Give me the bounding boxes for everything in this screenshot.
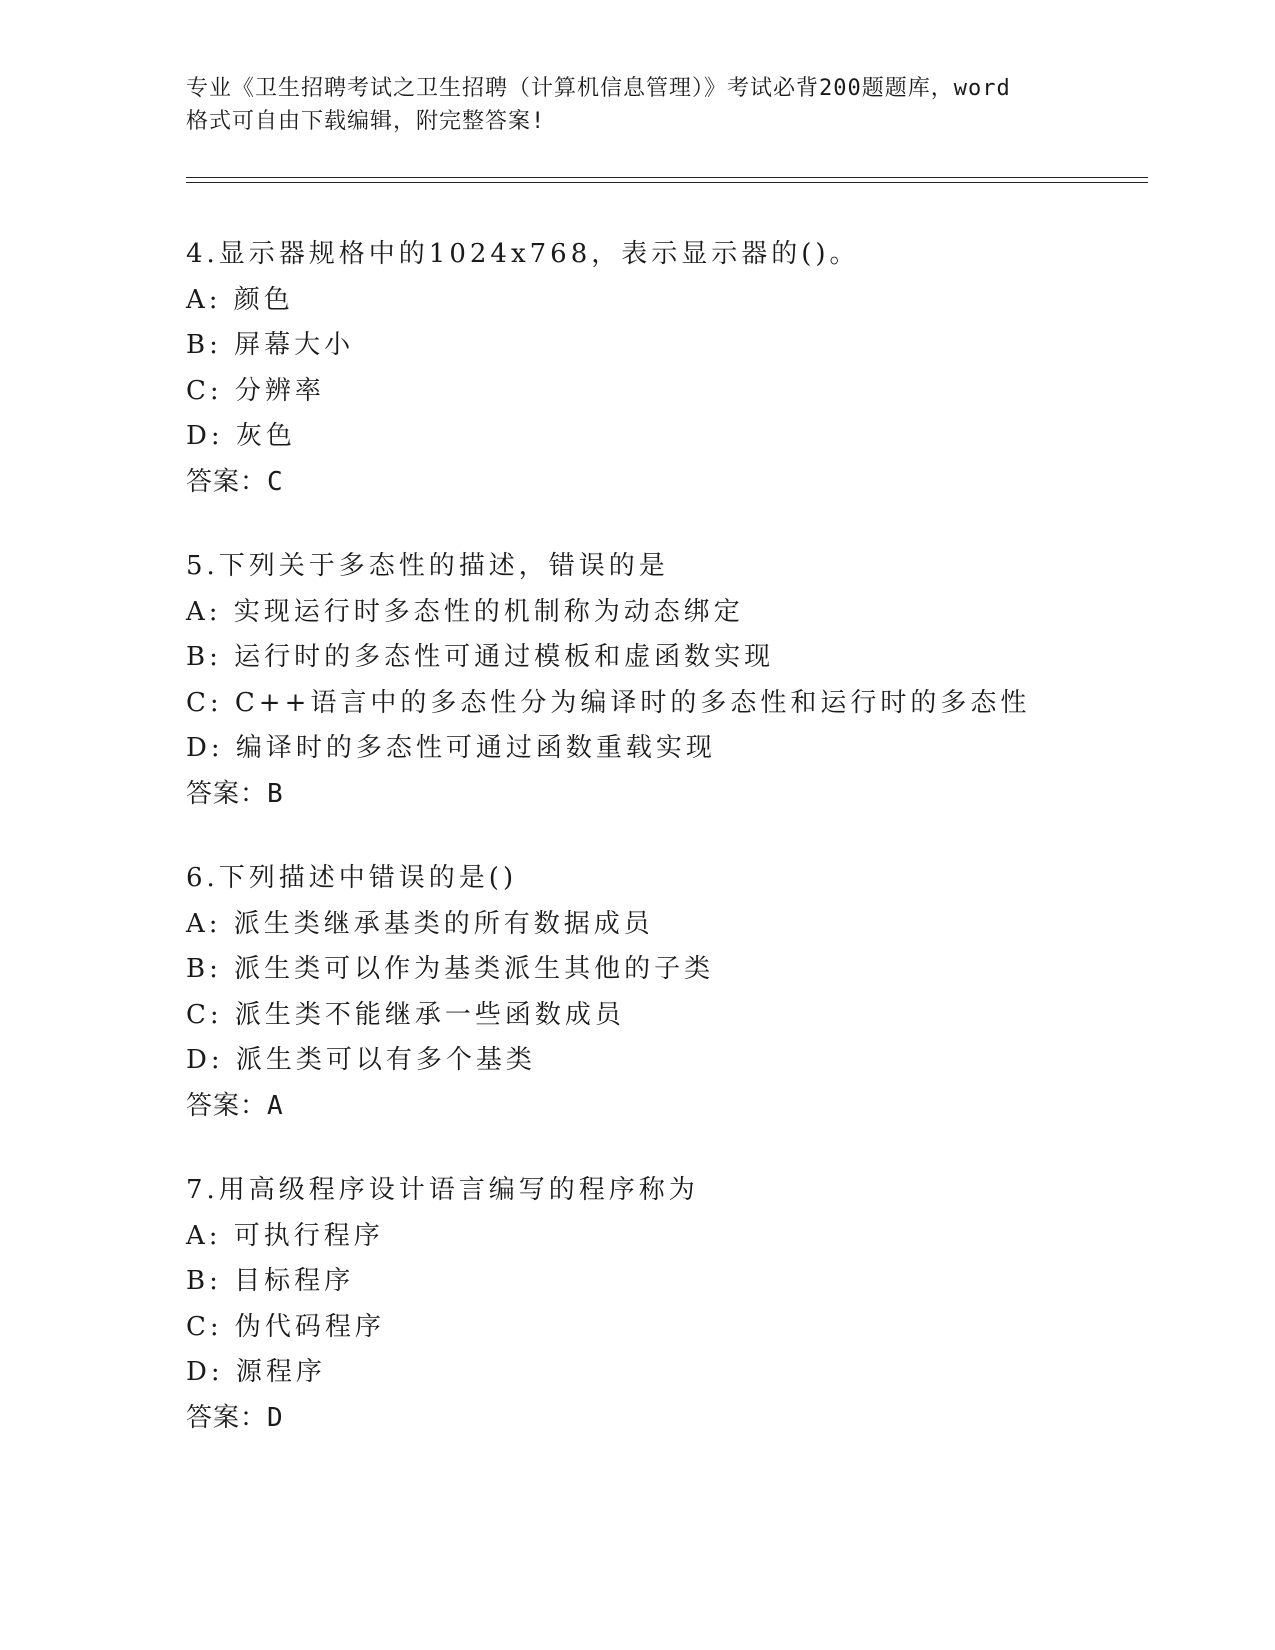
question-item	[186, 856, 1146, 1129]
option-a: A: 颜色	[186, 284, 294, 315]
header-divider-bottom	[186, 182, 1148, 183]
question-stem: 5.下列关于多态性的描述，错误的是	[186, 551, 669, 581]
answer-line: 答案：A	[186, 1090, 284, 1121]
option-b: B: 派生类可以作为基类派生其他的子类	[186, 954, 715, 984]
document-header	[186, 72, 1086, 138]
question-stem: 7.用高级程序设计语言编写的程序称为	[186, 1175, 699, 1205]
option-b: B: 运行时的多态性可通过模板和虚函数实现	[186, 642, 775, 672]
option-c: C: C++语言中的多态性分为编译时的多态性和运行时的多态性	[186, 687, 1031, 718]
answer-line: 答案：D	[186, 1402, 284, 1433]
option-c: C: 分辨率	[186, 375, 325, 406]
answer-line: 答案：C	[186, 466, 284, 497]
header-line-2: 格式可自由下载编辑，附完整答案!	[186, 109, 546, 134]
option-c: C: 伪代码程序	[186, 1311, 385, 1342]
option-d: D: 派生类可以有多个基类	[186, 1045, 536, 1075]
option-b: B: 目标程序	[186, 1266, 355, 1296]
option-a: A: 派生类继承基类的所有数据成员	[186, 908, 654, 939]
option-a: A: 实现运行时多态性的机制称为动态绑定	[186, 596, 744, 627]
question-stem: 6.下列描述中错误的是()	[186, 863, 518, 893]
option-b: B: 屏幕大小	[186, 330, 355, 360]
question-item	[186, 1168, 1146, 1441]
header-divider-top	[186, 177, 1148, 178]
question-item	[186, 232, 1146, 505]
option-a: A: 可执行程序	[186, 1220, 384, 1251]
option-d: D: 源程序	[186, 1357, 326, 1387]
option-d: D: 编译时的多态性可通过函数重载实现	[186, 733, 716, 763]
option-d: D: 灰色	[186, 421, 296, 451]
answer-line: 答案：B	[186, 778, 284, 809]
header-line-1: 专业《卫生招聘考试之卫生招聘（计算机信息管理）》考试必背200题题库，word	[186, 76, 1011, 101]
option-c: C: 派生类不能继承一些函数成员	[186, 999, 625, 1030]
question-list	[186, 232, 1146, 1480]
question-stem: 4.显示器规格中的1024x768，表示显示器的()。	[186, 239, 860, 269]
question-item	[186, 544, 1146, 817]
